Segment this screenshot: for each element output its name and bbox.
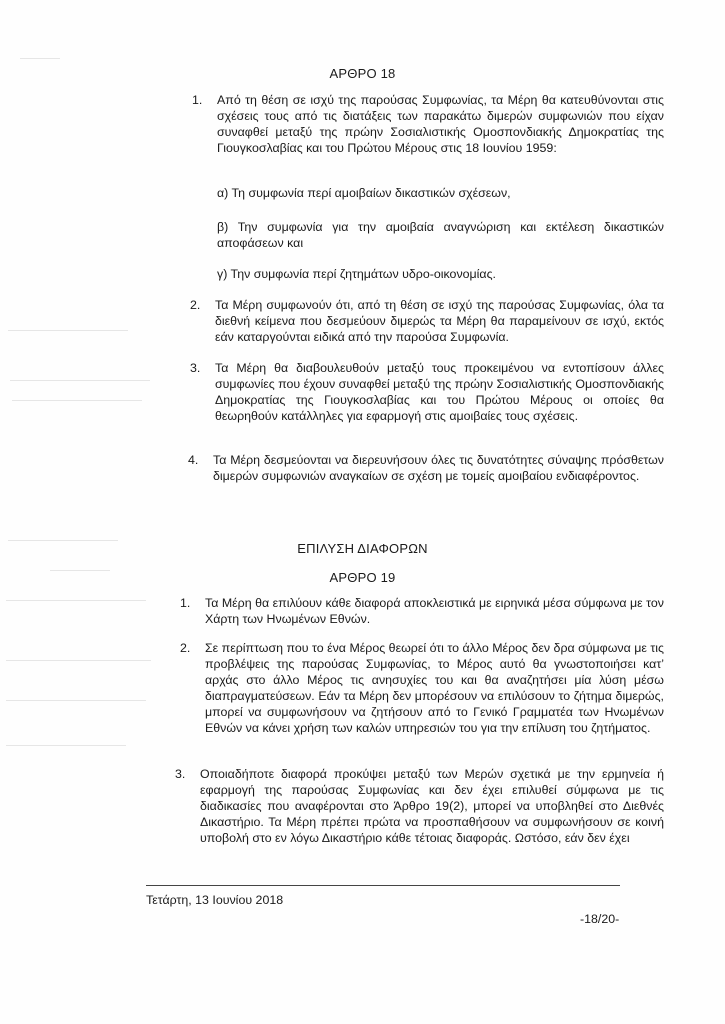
bleed-mark — [12, 400, 142, 401]
item-number: 3. — [175, 767, 186, 781]
article-18-heading: ΑΡΘΡΟ 18 — [329, 66, 396, 81]
item-number: 3. — [190, 361, 201, 375]
bleed-mark — [10, 380, 150, 381]
item-text: Τα Μέρη συμφωνούν ότι, από τη θέση σε ισχύ της παρούσας Συμφωνίας, όλα τα διεθνή κείμενα που δεσμεύουν διμερώς τα Μέρη θα παραμείνουν σε ισχύ, εκτός εάν καταργούνται ειδικά από την παρούσα Συμφωνία. — [215, 298, 664, 344]
article-19-heading: ΑΡΘΡΟ 19 — [329, 570, 396, 585]
item-text: Τα Μέρη θα διαβουλευθούν μεταξύ τους προκειμένου να εντοπίσουν άλλες συμφωνίες που έχουν συναφθεί μεταξύ της πρώην Σοσιαλιστικής Ομοσπονδιακής Δημοκρατίας της Γιουγκοσλαβίας και του Πρώτου Μέρους οι οποίες θα θεωρηθούν κατάλληλες για εφαρμογή στις αμοιβαίες τους σχέσεις. — [215, 361, 664, 423]
item-number: 1. — [192, 93, 203, 107]
page-number: -18/20- — [580, 912, 620, 926]
item-number: 4. — [188, 453, 199, 467]
item-number: 2. — [190, 298, 201, 312]
item-text: Τα Μέρη δεσμεύονται να διερευνήσουν όλες τις δυνατότητες σύναψης πρόσθετων διμερών συμφωνιών αναγκαίων σε σχέση με τομείς αμοιβαίου ενδιαφέροντος. — [213, 453, 664, 483]
item-text: Από τη θέση σε ισχύ της παρούσας Συμφωνίας, τα Μέρη θα κατευθύνονται στις σχέσεις τους από τις διατάξεις των παρακάτω διμερών συμφωνιών που είχαν συναφθεί μεταξύ της πρώην Σοσιαλιστικής Ομοσπονδιακής Δημοκρατίας της Γιουγκοσλαβίας και του Πρώτου Μέρους στις 18 Ιουνίου 1959: — [217, 93, 664, 155]
footer-date: Τετάρτη, 13 Ιουνίου 2018 — [146, 893, 284, 907]
article-18-subitem-b: β) Την συμφωνία για την αμοιβαία αναγνώριση και εκτέλεση δικαστικών αποφάσεων και — [217, 220, 664, 250]
bleed-mark — [20, 58, 60, 59]
footer-divider — [146, 885, 620, 886]
item-number: 2. — [180, 641, 191, 655]
section-heading: ΕΠΙΛΥΣΗ ΔΙΑΦΟΡΩΝ — [297, 541, 428, 556]
item-text: Σε περίπτωση που το ένα Μέρος θεωρεί ότι το άλλο Μέρος δεν δρα σύμφωνα με τις προβλέψεις της παρούσας Συμφωνίας, το Μέρος αυτό θα γνωστοποιήσει κατ’ αρχάς στο άλλο Μέρος τις ανησυχίες του και θα αναζητήσει μία λύση μέσω διαπραγματεύσεων. Εάν τα Μέρη δεν μπορέσουν να επιλύσουν το ζήτημα διμερώς, μπορεί να συμφωνήσουν να ζητήσουν από το Γενικό Γραμματέα των Ηνωμένων Εθνών να κάνει χρήση των καλών υπηρεσιών του για την επίλυση του ζητήματος. — [205, 641, 664, 735]
bleed-mark — [8, 330, 128, 331]
article-18-subitem-c: γ) Την συμφωνία περί ζητημάτων υδρο-οικονομίας. — [217, 267, 496, 281]
bleed-mark — [6, 700, 146, 701]
item-text: Τα Μέρη θα επιλύουν κάθε διαφορά αποκλειστικά με ειρηνικά μέσα σύμφωνα με τον Χάρτη των Ηνωμένων Εθνών. — [205, 596, 664, 626]
bleed-mark — [6, 660, 151, 661]
article-18-subitem-a: α) Τη συμφωνία περί αμοιβαίων δικαστικών σχέσεων, — [217, 186, 511, 200]
item-text: Οποιαδήποτε διαφορά προκύψει μεταξύ των Μερών σχετικά με την ερμηνεία ή εφαρμογή της παρούσας Συμφωνίας και δεν έχει επιλυθεί σύμφωνα με τις διαδικασίες που αναφέρονται στο Άρθρο 19(2), μπορεί να υποβληθεί στο Διεθνές Δικαστήριο. Τα Μέρη πρέπει πρώτα να προσπαθήσουν να συμφωνήσουν σε κοινή υποβολή στο εν λόγω Δικαστήριο κάθε τέτοιας διαφοράς. Ωστόσο, εάν δεν έχει — [200, 767, 664, 845]
bleed-mark — [6, 745, 126, 746]
bleed-mark — [6, 600, 146, 601]
item-number: 1. — [180, 596, 191, 610]
